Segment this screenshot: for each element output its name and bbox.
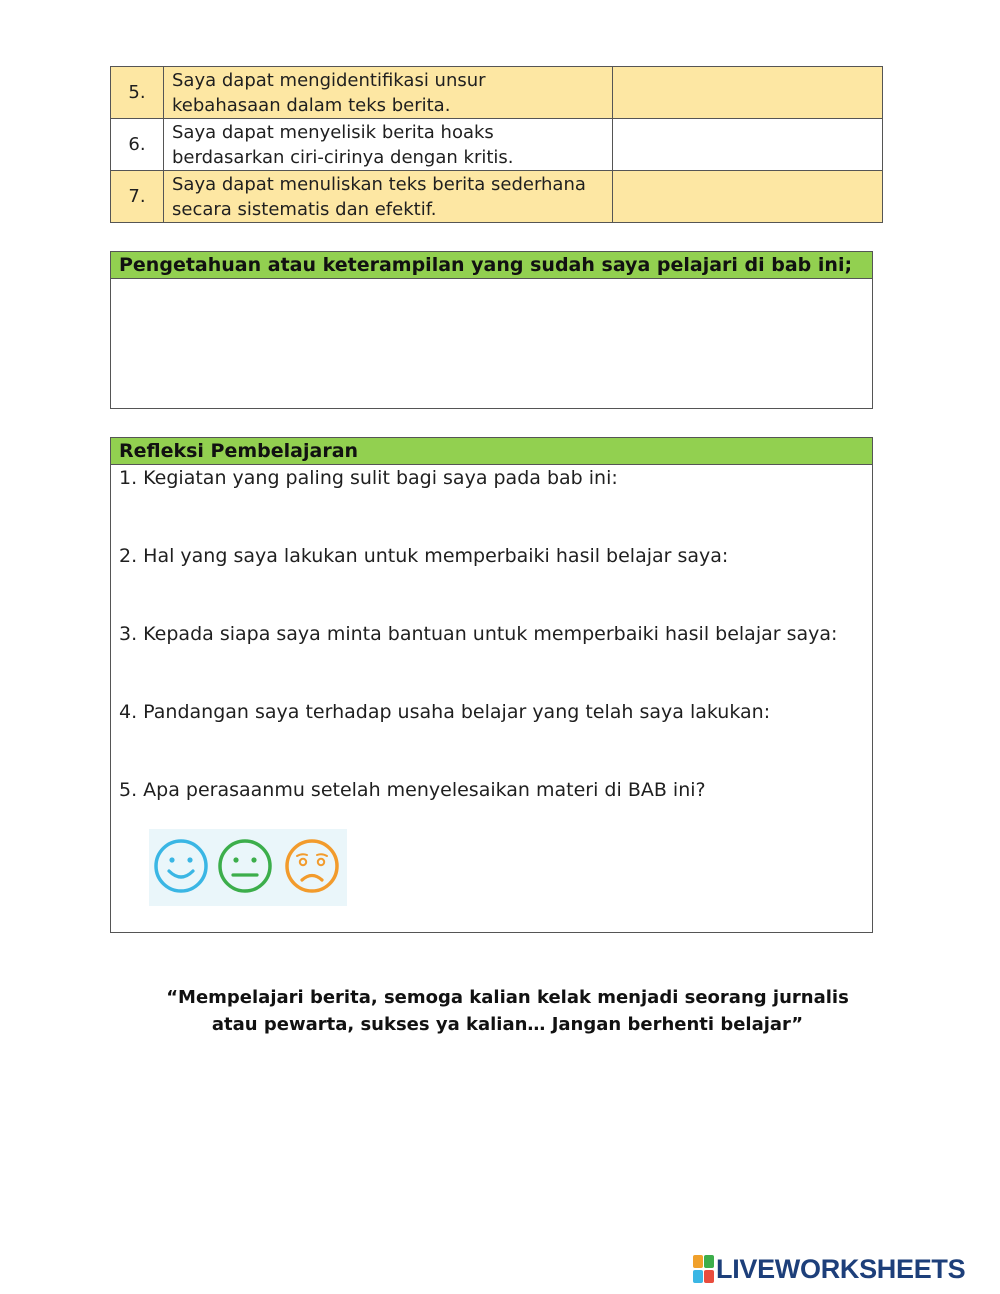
answer-cell[interactable] — [613, 67, 883, 119]
reflection-heading: Refleksi Pembelajaran — [111, 438, 872, 465]
liveworksheets-logo — [693, 1253, 965, 1285]
self-assessment-table — [110, 66, 883, 223]
row-number: 6. — [111, 119, 164, 171]
statement-line: kebahasaan dalam teks berita. — [172, 94, 451, 116]
liveworksheets-mark-icon — [693, 1255, 714, 1283]
answer-cell[interactable] — [613, 171, 883, 223]
reflection-question: 5. Apa perasaanmu setelah menyelesaikan materi di BAB ini? — [119, 779, 706, 801]
knowledge-box — [110, 251, 873, 409]
sad-face-icon[interactable] — [287, 841, 337, 891]
knowledge-answer-area[interactable] — [111, 279, 872, 408]
table-row — [111, 171, 883, 223]
closing-quote-line: “Mempelajari berita, semoga kalian kelak menjadi seorang jurnalis — [166, 987, 849, 1008]
row-number: 7. — [111, 171, 164, 223]
table-row — [111, 67, 883, 119]
closing-quote-line: atau pewarta, sukses ya kalian… Jangan berhenti belajar” — [211, 1014, 804, 1035]
row-statement — [164, 67, 613, 119]
row-number: 5. — [111, 67, 164, 119]
statement-line: berdasarkan ciri-cirinya dengan kritis. — [172, 146, 514, 168]
neutral-face-icon[interactable] — [220, 841, 270, 891]
closing-quote — [110, 984, 905, 1038]
reflection-box — [110, 437, 873, 933]
answer-cell[interactable] — [613, 119, 883, 171]
reflection-question: 1. Kegiatan yang paling sulit bagi saya pada bab ini: — [119, 467, 618, 489]
knowledge-heading: Pengetahuan atau keterampilan yang sudah saya pelajari di bab ini; — [111, 252, 872, 279]
statement-line: Saya dapat mengidentifikasi unsur — [172, 69, 486, 91]
reflection-question: 4. Pandangan saya terhadap usaha belajar yang telah saya lakukan: — [119, 701, 771, 723]
feeling-emoji-options — [149, 829, 347, 906]
row-statement — [164, 119, 613, 171]
reflection-question: 2. Hal yang saya lakukan untuk memperbaiki hasil belajar saya: — [119, 545, 729, 567]
statement-line: Saya dapat menyelisik berita hoaks — [172, 121, 494, 143]
table-row — [111, 119, 883, 171]
statement-line: Saya dapat menuliskan teks berita sederhana — [172, 173, 586, 195]
brand-name: LIVEWORKSHEETS — [716, 1253, 966, 1284]
row-statement — [164, 171, 613, 223]
statement-line: secara sistematis dan efektif. — [172, 198, 437, 220]
reflection-question: 3. Kepada siapa saya minta bantuan untuk memperbaiki hasil belajar saya: — [119, 623, 838, 645]
smile-face-icon[interactable] — [156, 841, 206, 891]
